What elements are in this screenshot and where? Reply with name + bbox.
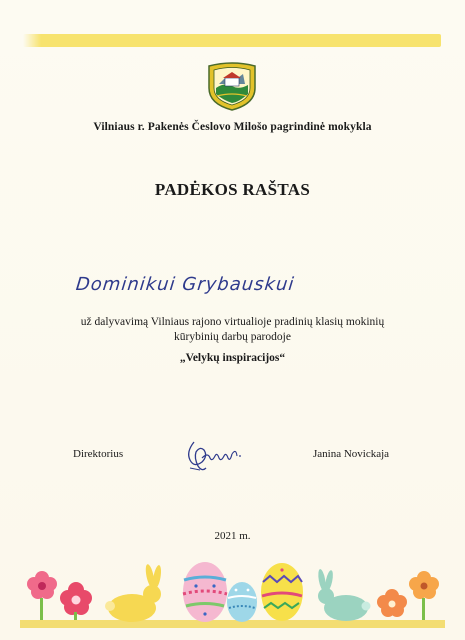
flower-icon	[409, 571, 439, 620]
body-text	[0, 315, 465, 345]
school-crest-icon	[205, 58, 259, 112]
flower-icon	[27, 571, 57, 620]
school-name: Vilniaus r. Pakenės Česlovo Milošo pagrindinė mokykla	[93, 121, 372, 133]
flower-icon	[377, 589, 407, 617]
director-name: Janina Novickaja	[313, 448, 390, 460]
bunny-icon	[105, 564, 163, 622]
document-title: PADĖKOS RAŠTAS	[154, 180, 311, 199]
signature-icon	[180, 438, 250, 474]
body-line-1: už dalyvavimą Vilniaus rajono virtualioje pradinių klasių mokinių	[80, 316, 385, 328]
easter-eggs-icon	[183, 562, 303, 622]
recipient-name: Dominikui Grybauskui	[74, 274, 296, 295]
easter-decoration	[20, 556, 445, 628]
top-decorative-band	[23, 34, 441, 47]
bunny-icon	[317, 569, 371, 621]
director-label: Direktorius	[73, 448, 124, 460]
exhibition-name: „Velykų inspiracijos“	[179, 352, 286, 364]
year: 2021 m.	[214, 530, 251, 542]
body-line-2: kūrybinių darbų parodoje	[174, 331, 291, 343]
flower-icon	[60, 582, 92, 626]
